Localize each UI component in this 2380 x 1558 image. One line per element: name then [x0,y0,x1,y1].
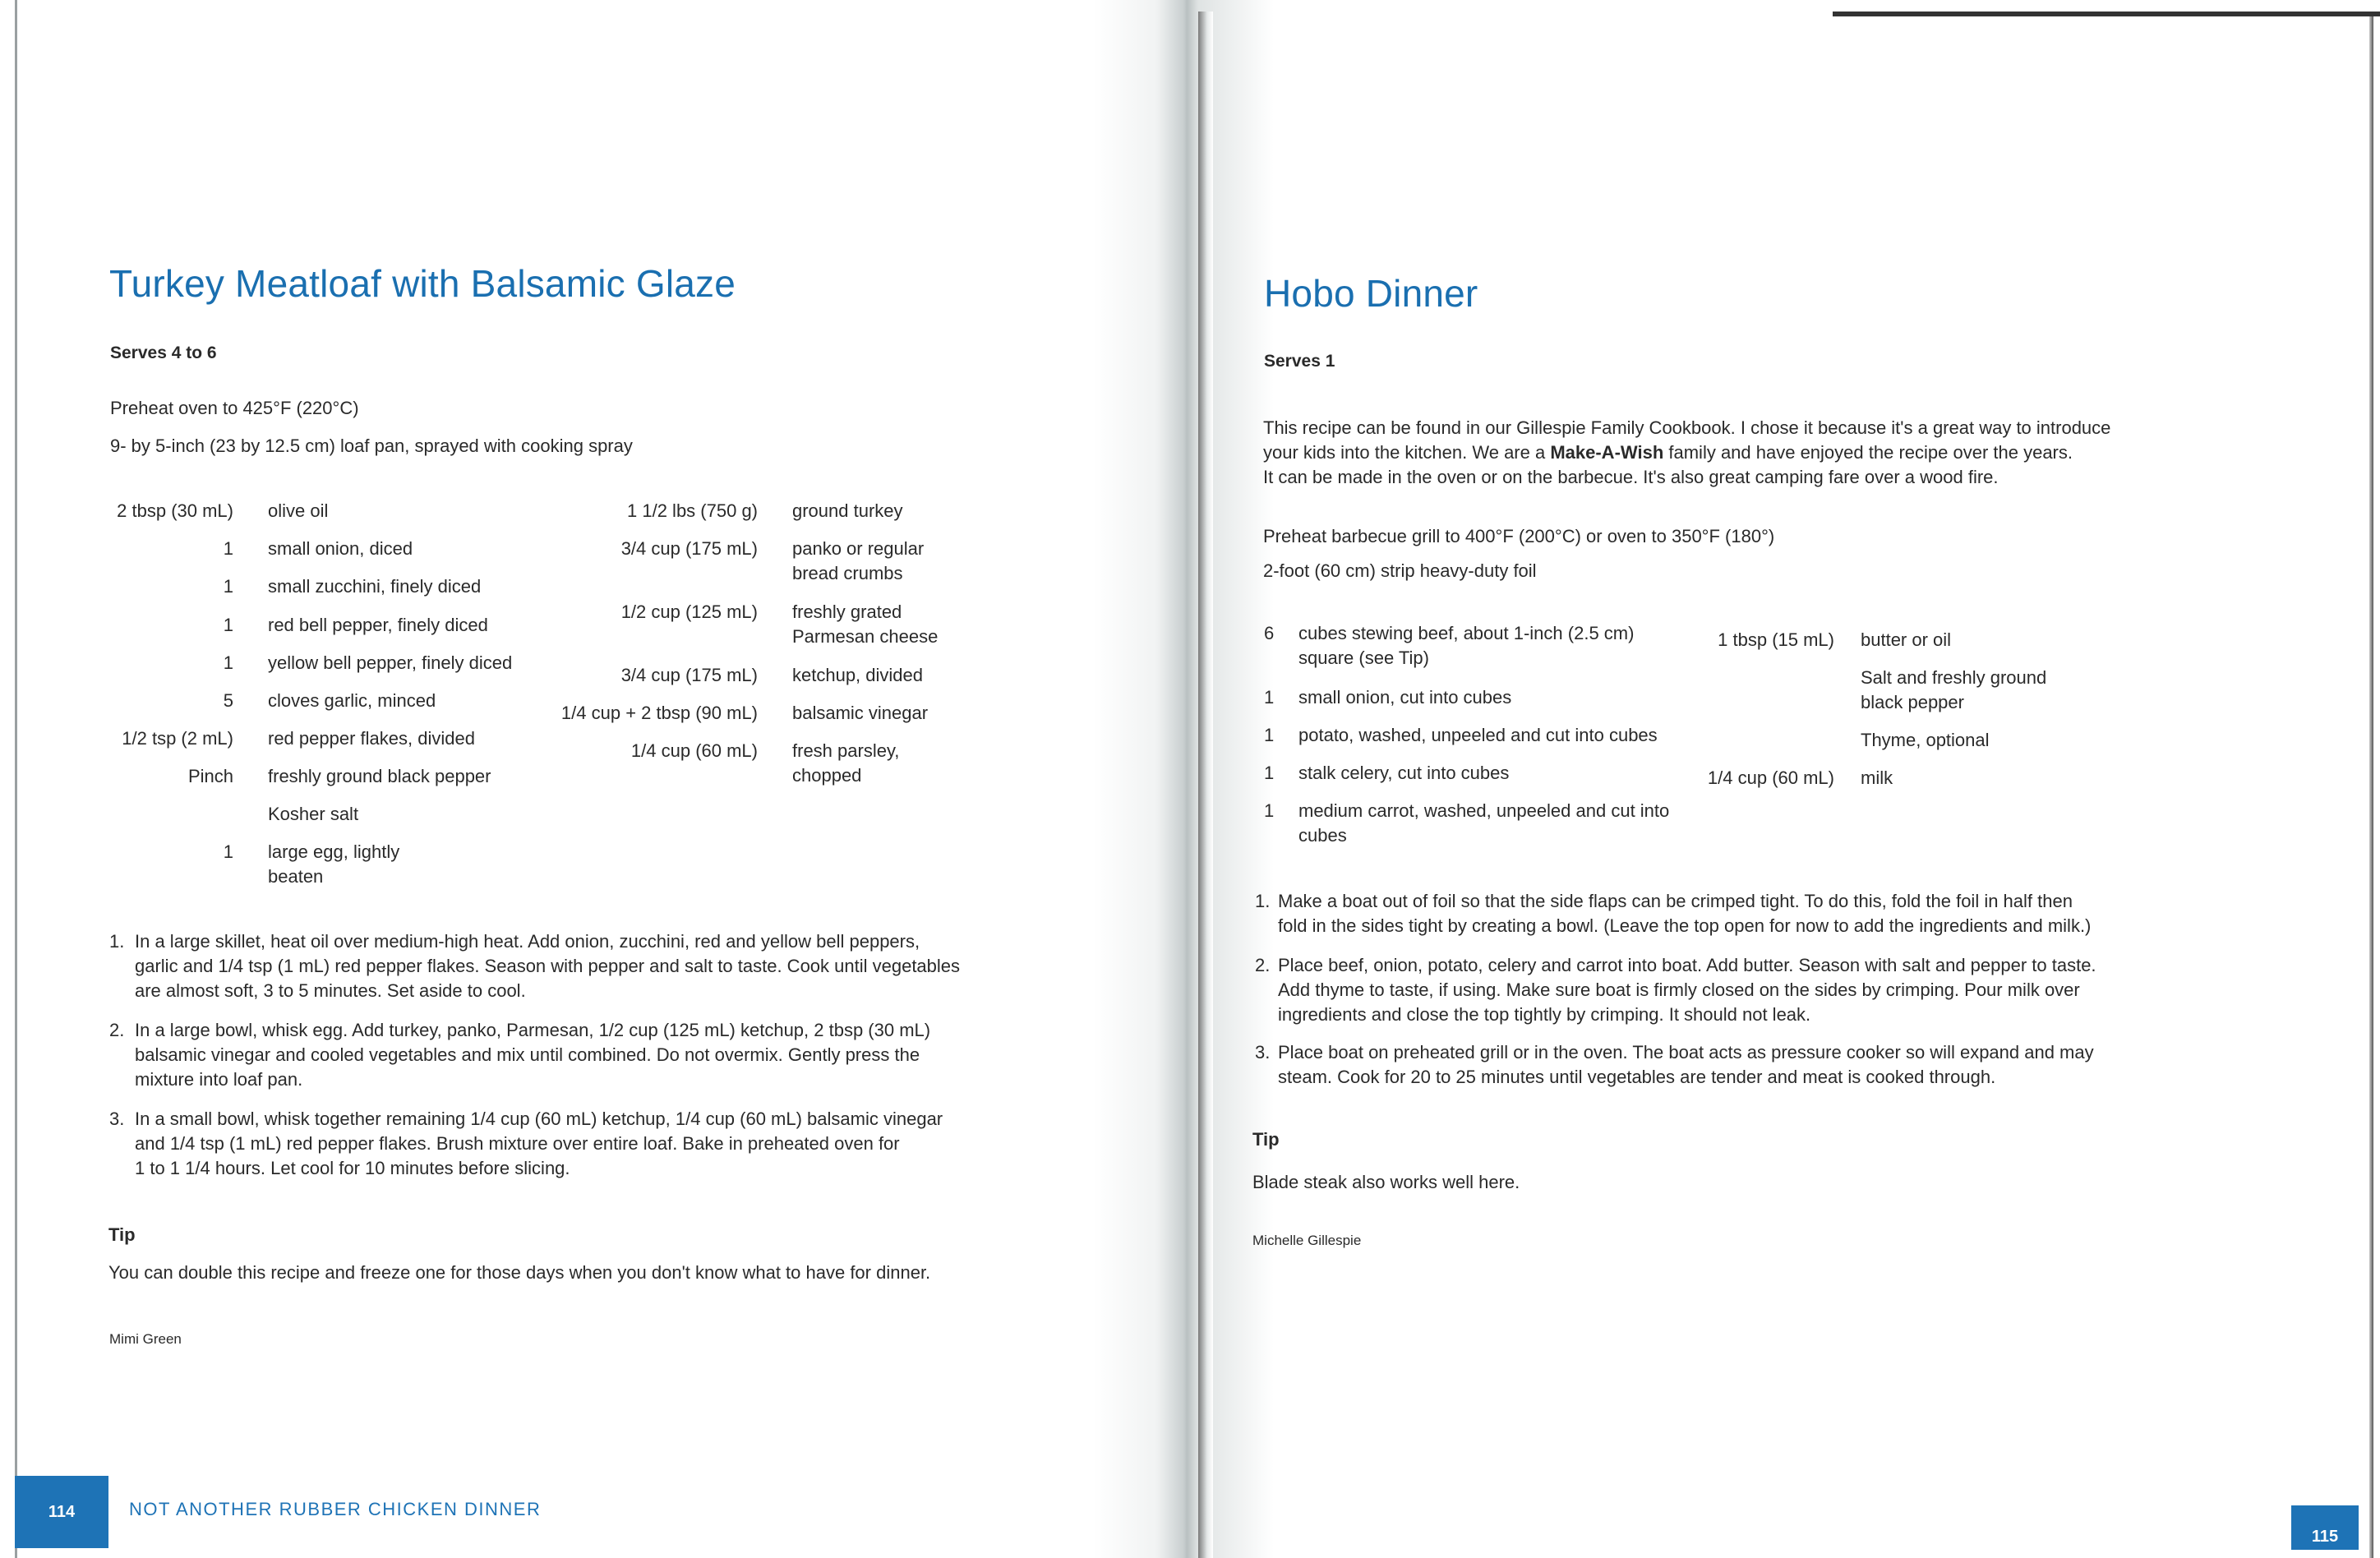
ingredient-quantity: 1 [223,615,233,635]
ingredient-quantity: 1/4 cup + 2 tbsp (90 mL) [560,703,758,723]
ingredient-quantity: Pinch [187,766,233,786]
step-text-line: Place boat on preheated grill or in the oven. The boat acts as pressure cooker so will expand and may [1278,1042,2094,1062]
ingredient-name: small onion, diced [268,538,413,559]
ingredient-name: ground turkey [792,500,903,521]
ingredient-quantity: 3/4 cup (175 mL) [620,538,758,559]
ingredient-name-cont: bread crumbs [792,563,903,583]
ingredient-name: ketchup, divided [792,665,923,685]
page-number-box-right [2291,1505,2359,1550]
step-number: 1. [109,931,125,952]
step-text-line: steam. Cook for 20 to 25 minutes until vegetables are tender and meat is cooked through. [1278,1067,1996,1087]
step-number: 2. [109,1020,125,1040]
ingredient-name: milk [1861,767,1893,788]
running-title: NOT ANOTHER RUBBER CHICKEN DINNER [129,1499,542,1519]
step-text-line: In a large bowl, whisk egg. Add turkey, panko, Parmesan, 1/2 cup (125 mL) ketchup, 2 tbsp (30 mL) [135,1020,931,1040]
method-step [109,1107,948,1181]
book-gutter [1093,0,1274,1558]
step-text-line: In a small bowl, whisk together remaining 1/4 cup (60 mL) ketchup, 1/4 cup (60 mL) balsamic vinegar [135,1109,943,1129]
method-step [1255,953,2101,1027]
ingredient-name: Thyme, optional [1861,730,1990,750]
ingredient-name: medium carrot, washed, unpeeled and cut into [1298,800,1670,821]
step-text-line: In a large skillet, heat oil over medium-high heat. Add onion, zucchini, red and yellow bell peppers, [135,931,920,952]
pan-text: 9- by 5-inch (23 by 12.5 cm) loaf pan, sprayed with cooking spray [110,436,633,456]
ingredient-quantity: 1 [223,652,233,673]
recipe-title-right: Hobo Dinner [1264,272,1478,315]
step-text-line: fold in the sides tight by creating a bowl. (Leave the top open for now to add the ingredients and milk.) [1278,915,2092,936]
ingredient-name-cont: chopped [792,765,862,786]
ingredient-name: yellow bell pepper, finely diced [268,652,513,673]
ingredient-name: red pepper flakes, divided [268,728,475,749]
ingredient-quantity: 1 [223,841,233,862]
ingredient-name: panko or regular [792,538,925,559]
step-text-line: Make a boat out of foil so that the side flaps can be crimped tight. To do this, fold the foil in half then [1278,891,2073,911]
step-text-line: ingredients and close the top tightly by crimping. It should not leak. [1278,1004,1811,1025]
step-number: 3. [109,1109,125,1129]
step-text-line: are almost soft, 3 to 5 minutes. Set aside to cool. [135,980,526,1001]
page-number: 114 [48,1502,76,1521]
ingredient-quantity: 3/4 cup (175 mL) [620,665,758,685]
step-text-line: mixture into loaf pan. [135,1069,303,1090]
ingredient-name: stalk celery, cut into cubes [1298,763,1510,783]
tip-text: You can double this recipe and freeze one for those days when you don't know what to have for dinner. [108,1262,931,1283]
tip-heading: Tip [108,1224,136,1245]
ingredient-name: Salt and freshly ground [1861,667,2047,688]
author-credit-right: Michelle Gillespie [1252,1233,1362,1248]
intro-line-3: It can be made in the oven or on the barbecue. It's also great camping fare over a wood fire. [1263,467,1999,487]
recipe-title: Turkey Meatloaf with Balsamic Glaze [109,262,736,305]
ingredient-name-cont: cubes [1298,825,1347,846]
ingredient-name: olive oil [268,500,329,521]
ingredient-quantity: 1 tbsp (15 mL) [1718,629,1834,650]
step-number: 1. [1255,891,1271,911]
method-step [1255,889,2101,938]
method-step [109,1018,948,1092]
ingredient-quantity: 1/4 cup (60 mL) [630,740,758,761]
tip-text-right: Blade steak also works well here. [1252,1172,1520,1192]
ingredient-quantity: 6 [1264,623,1275,643]
ingredient-name: large egg, lightly [268,841,400,862]
method-step [1255,1040,2101,1090]
ingredient-name: cubes stewing beef, about 1-inch (2.5 cm) [1298,623,1635,643]
step-text-line: balsamic vinegar and cooled vegetables and mix until combined. Do not overmix. Gently press the [135,1044,920,1065]
gutter-shadow [1198,12,1213,1558]
ingredient-name: Kosher salt [268,804,359,824]
ingredient-quantity: 2 tbsp (30 mL) [117,500,233,521]
ingredient-quantity: 5 [223,690,233,711]
step-number: 2. [1255,955,1271,975]
ingredient-quantity: 1 [1264,763,1275,783]
ingredient-quantity: 1/4 cup (60 mL) [1707,767,1834,788]
ingredient-quantity: 1/2 cup (125 mL) [620,602,758,622]
serves-label: Serves 4 to 6 [110,343,217,362]
page-edge-right [2369,16,2373,1558]
ingredient-name: balsamic vinegar [792,703,929,723]
page-number-box [15,1476,108,1548]
ingredient-name: freshly grated [792,602,902,622]
page-edge-left [15,0,17,1558]
ingredient-name: freshly ground black pepper [268,766,491,786]
make-a-wish-name: Make-A-Wish [1550,442,1664,463]
ingredient-quantity: 1 [1264,800,1275,821]
step-text-line: and 1/4 tsp (1 mL) red pepper flakes. Brush mixture over entire loaf. Bake in preheated oven for [135,1133,900,1154]
ingredient-name: small zucchini, finely diced [268,576,482,597]
ingredient-quantity: 1 1/2 lbs (750 g) [627,500,758,521]
ingredient-name: potato, washed, unpeeled and cut into cubes [1298,725,1658,745]
page-edge-top [1833,12,2380,16]
ingredient-name-cont: square (see Tip) [1298,648,1429,668]
preheat-text-right: Preheat barbecue grill to 400°F (200°C) or oven to 350°F (180°) [1263,526,1775,546]
intro-line-1: This recipe can be found in our Gillespie Family Cookbook. I chose it because it's a great way to introduce [1263,417,2111,438]
step-text-line: Place beef, onion, potato, celery and carrot into boat. Add butter. Season with salt and pepper to taste. [1278,955,2096,975]
ingredient-name: fresh parsley, [792,740,900,761]
preheat-text: Preheat oven to 425°F (220°C) [110,398,359,418]
step-text-line: garlic and 1/4 tsp (1 mL) red pepper flakes. Season with pepper and salt to taste. Cook until vegetables [135,956,961,976]
ingredient-name-cont: beaten [268,866,324,887]
step-text-line: 1 to 1 1/4 hours. Let cool for 10 minutes before slicing. [135,1158,570,1178]
step-text-line: Add thyme to taste, if using. Make sure boat is firmly closed on the sides by crimping. Pour milk over [1278,980,2080,1000]
ingredient-quantity: 1 [1264,725,1275,745]
tip-heading-right: Tip [1252,1129,1280,1150]
step-number: 3. [1255,1042,1271,1062]
ingredient-name: red bell pepper, finely diced [268,615,488,635]
page-number-right: 115 [2311,1528,2339,1546]
ingredient-name: small onion, cut into cubes [1298,687,1512,708]
ingredient-name: butter or oil [1861,629,1952,650]
ingredient-quantity: 1 [223,576,233,597]
ingredient-name-cont: black pepper [1861,692,1964,712]
foil-text: 2-foot (60 cm) strip heavy-duty foil [1263,560,1537,581]
ingredient-name-cont: Parmesan cheese [792,626,939,647]
author-credit: Mimi Green [109,1331,182,1347]
serves-label-right: Serves 1 [1264,352,1335,371]
ingredient-quantity: 1/2 tsp (2 mL) [122,728,233,749]
ingredient-quantity: 1 [1264,687,1275,708]
method-step [109,929,961,1003]
intro-line-2: your kids into the kitchen. We are a Make-A-Wish family and have enjoyed the recipe over the years. [1263,442,2073,463]
ingredient-quantity: 1 [223,538,233,559]
ingredient-name: cloves garlic, minced [268,690,436,711]
